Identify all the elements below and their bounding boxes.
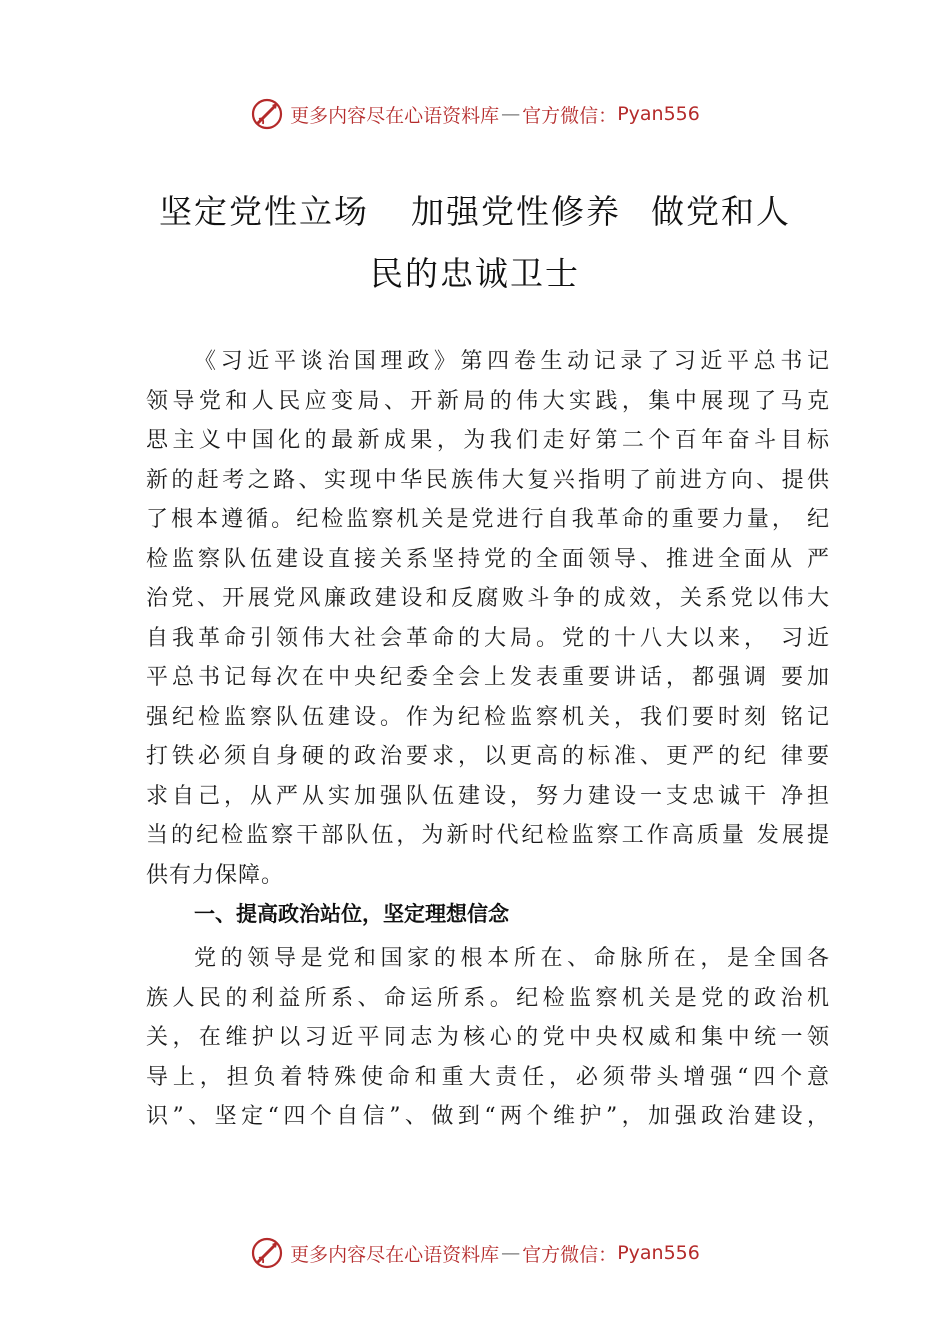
paragraph-line: 当的纪检监察干部队伍，为新时代纪检监察工作高质量 发展提 bbox=[146, 823, 830, 848]
paragraph-2 bbox=[146, 939, 830, 1137]
title-part1: 坚定党性立场 bbox=[159, 192, 369, 231]
paragraph-line: 强纪检监察队伍建设。作为纪检监察机关，我们要时刻 铭记 bbox=[146, 704, 830, 730]
banner-wechat-label: 官方微信： bbox=[522, 104, 618, 127]
paragraph-line: 供有力保障。 bbox=[146, 862, 285, 888]
paragraph-line: 新的赶考之路、实现中华民族伟大复兴指明了前进方向、提供 bbox=[146, 467, 830, 493]
paragraph-line: 领导党和人民应变局、开新局的伟大实践，集中展现了马克 bbox=[146, 388, 830, 414]
banner-separator: — bbox=[501, 103, 521, 125]
header-banner bbox=[0, 94, 950, 134]
banner-text: 更多内容尽在心语资料库 bbox=[290, 1243, 500, 1266]
paragraph-line: 治党、开展党风廉政建设和反腐败斗争的成效，关系党以伟大 bbox=[146, 586, 830, 611]
paragraph-line: 检监察队伍建设直接关系坚持党的全面领导、推进全面从 严 bbox=[146, 546, 830, 572]
title-part2: 加强党性修养 bbox=[411, 192, 621, 231]
banner-wechat-label: 官方微信： bbox=[522, 1243, 618, 1266]
paragraph-line: 自我革命引领伟大社会革命的大局。党的十八大以来， 习近 bbox=[146, 625, 830, 651]
section-heading-1: 一、提高政治站位，坚定理想信念 bbox=[194, 902, 509, 926]
paragraph-line: 族人民的利益所系、命运所系。纪检监察机关是党的政治机 bbox=[146, 985, 830, 1011]
paragraph-line: 平总书记每次在中央纪委全会上发表重要讲话，都强调 要加 bbox=[146, 665, 830, 690]
paragraph-line: 识”、坚定“四个自信”、做到“两个维护”，加强政治建设， bbox=[146, 1104, 830, 1129]
paragraph-line: 打铁必须自身硬的政治要求，以更高的标准、更严的纪 律要 bbox=[146, 744, 830, 769]
paragraph-line: 关，在维护以习近平同志为核心的党中央权威和集中统一领 bbox=[146, 1025, 830, 1050]
paragraph-line: 了根本遵循。纪检监察机关是党进行自我革命的重要力量， 纪 bbox=[146, 507, 830, 532]
title-part3: 做党和人 bbox=[651, 192, 791, 231]
document-title-line1 bbox=[120, 186, 830, 233]
paragraph-line: 求自己，从严从实加强队伍建设，努力建设一支忠诚干 净担 bbox=[146, 783, 830, 809]
brush-logo-icon bbox=[250, 1236, 284, 1270]
banner-separator: — bbox=[501, 1242, 521, 1264]
banner-wechat-id: Pyan556 bbox=[617, 1242, 700, 1264]
paragraph-line: 《习近平谈治国理政》第四卷生动记录了习近平总书记 bbox=[194, 349, 830, 374]
banner-wechat-id: Pyan556 bbox=[617, 103, 700, 125]
banner-text: 更多内容尽在心语资料库 bbox=[290, 104, 500, 127]
paragraph-line: 思主义中国化的最新成果，为我们走好第二个百年奋斗目标 bbox=[146, 428, 830, 453]
footer-banner bbox=[0, 1233, 950, 1273]
paragraph-line: 党的领导是党和国家的根本所在、命脉所在，是全国各 bbox=[194, 946, 830, 971]
paragraph-line: 导上，担负着特殊使命和重大责任，必须带头增强“四个意 bbox=[146, 1064, 830, 1090]
brush-logo-icon bbox=[250, 97, 284, 131]
document-title-line2: 民的忠诚卫士 bbox=[370, 254, 580, 293]
paragraph-1 bbox=[146, 342, 830, 895]
